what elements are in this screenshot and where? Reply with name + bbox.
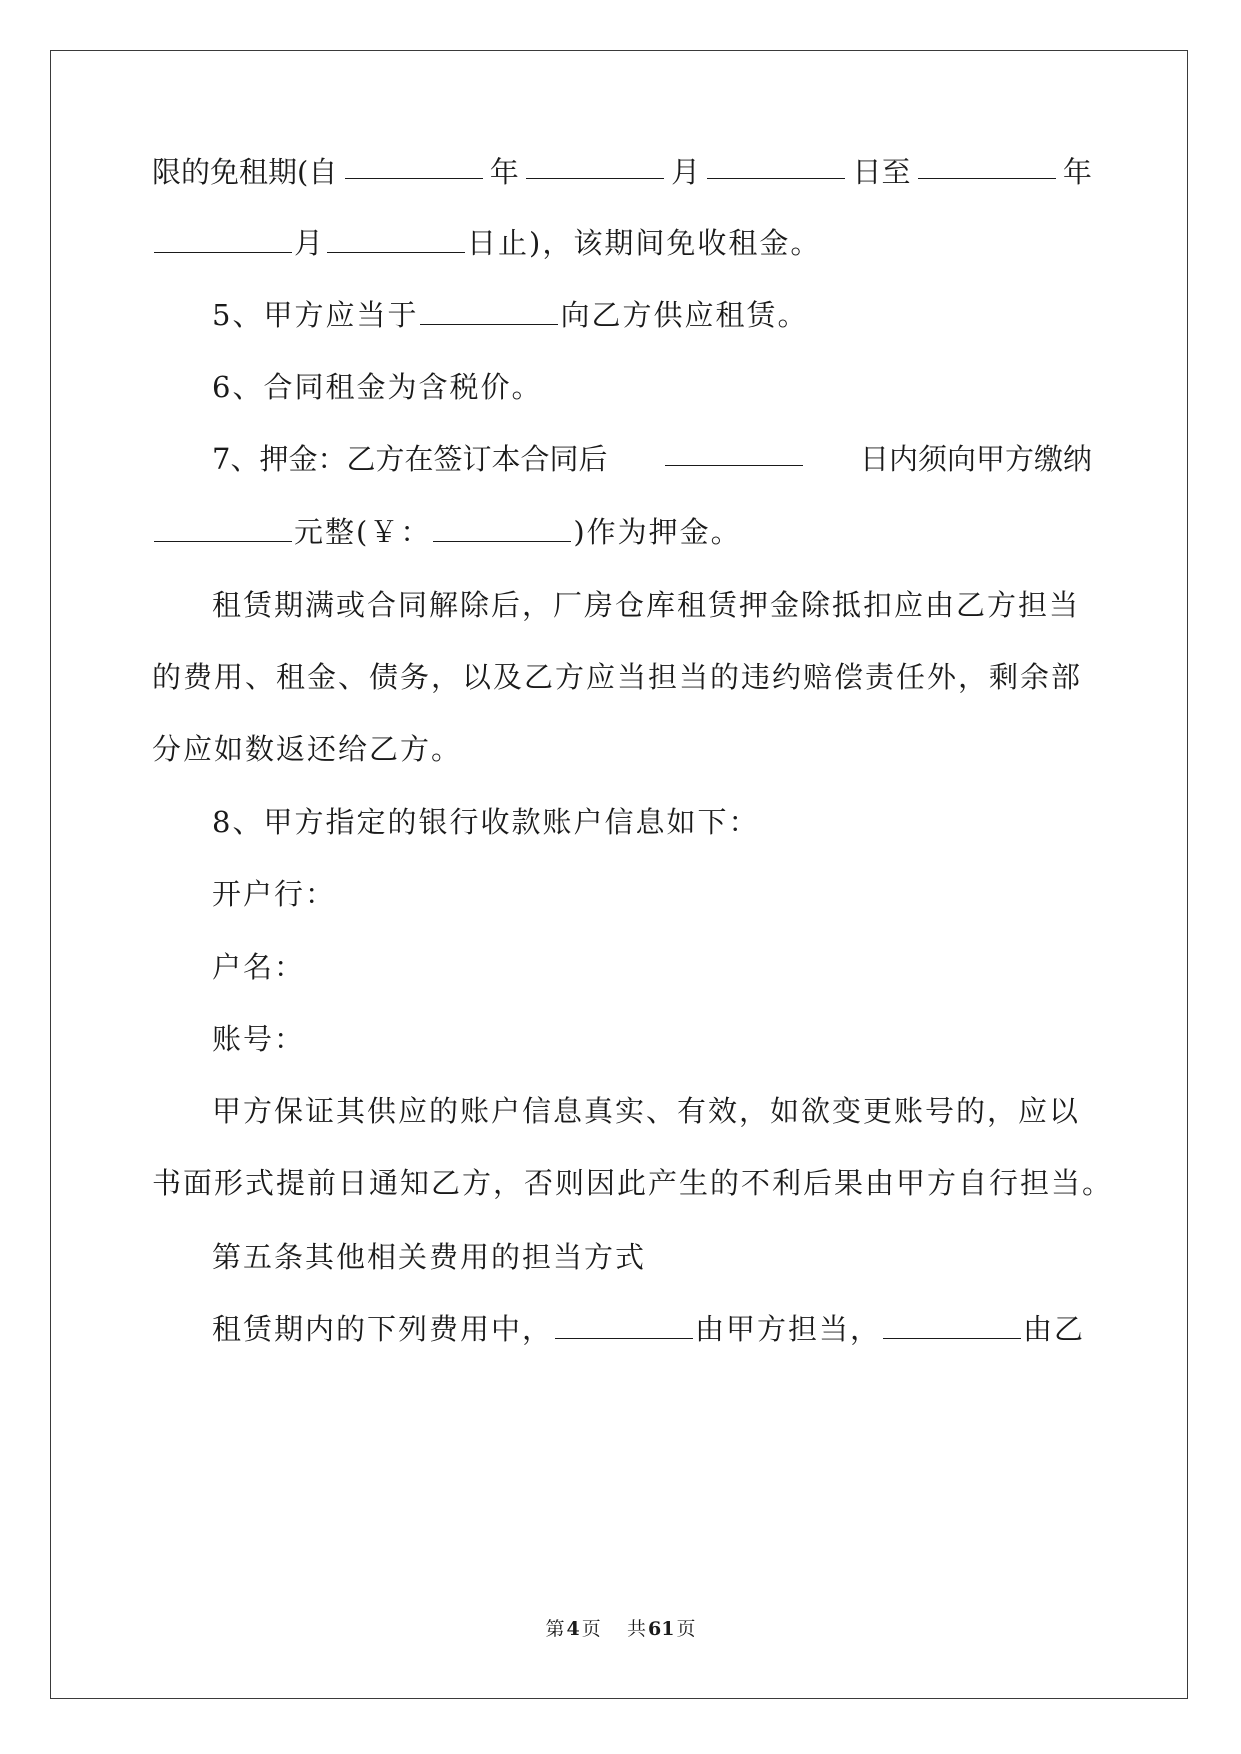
text-segment: 5、甲方应当于 — [212, 298, 419, 332]
text-line-12: 户名： — [212, 950, 306, 984]
fill-blank — [345, 152, 483, 179]
footer-total-prefix: 共 — [626, 1618, 646, 1640]
total-pages: 61 — [647, 1618, 675, 1640]
text-line-4: 6、合同租金为含税价。 — [212, 370, 543, 404]
text-line-11: 开户行： — [212, 877, 337, 911]
text-segment: 年 — [1062, 155, 1092, 189]
fill-blank — [433, 515, 571, 542]
text-segment: 7、押金：乙方在签订本合同后 — [212, 442, 608, 476]
page-footer — [0, 1614, 1241, 1641]
text-segment: 由甲方担当， — [695, 1312, 882, 1346]
text-segment: 元整(￥： — [294, 515, 432, 549]
fill-blank — [665, 439, 803, 466]
text-line-10: 8、甲方指定的银行收款账户信息如下： — [212, 805, 760, 839]
text-segment: 向乙方供应租赁。 — [560, 298, 809, 332]
text-line-6 — [152, 512, 1092, 552]
footer-page-suffix: 页 — [581, 1618, 601, 1640]
text-segment: 限的免租期(自 — [152, 155, 338, 189]
text-line-3 — [212, 295, 1092, 335]
fill-blank — [154, 515, 292, 542]
footer-prefix: 第 — [545, 1618, 565, 1640]
text-line-17 — [212, 1309, 1092, 1349]
fill-blank — [526, 152, 664, 179]
fill-blank — [883, 1312, 1021, 1339]
fill-blank — [420, 298, 558, 325]
text-line-7: 租赁期满或合同解除后，厂房仓库租赁押金除抵扣应由乙方担当 — [212, 588, 1081, 622]
text-segment: 年 — [489, 155, 519, 189]
fill-blank — [327, 226, 465, 253]
page-number: 4 — [566, 1618, 580, 1640]
text-segment: 月 — [294, 226, 326, 260]
fill-blank — [555, 1312, 693, 1339]
text-line-1 — [152, 152, 1092, 192]
text-segment: 租赁期内的下列费用中， — [212, 1312, 554, 1346]
text-line-5 — [212, 439, 1092, 479]
fill-blank — [918, 152, 1056, 179]
text-line-13: 账号： — [212, 1022, 306, 1056]
text-line-14: 甲方保证其供应的账户信息真实、有效，如欲变更账号的，应以 — [212, 1094, 1081, 1128]
text-line-8: 的费用、租金、债务，以及乙方应当担当的违约赔偿责任外，剩余部 — [152, 660, 1083, 694]
text-segment: 日至 — [852, 155, 911, 189]
text-segment: 日内须向甲方缴纳 — [859, 442, 1092, 476]
fill-blank — [707, 152, 845, 179]
text-segment: 日止)，该期间免收租金。 — [467, 226, 822, 260]
text-segment: )作为押金。 — [573, 515, 742, 549]
text-line-9: 分应如数返还给乙方。 — [152, 732, 463, 766]
fill-blank — [154, 226, 292, 253]
text-segment: 月 — [671, 155, 701, 189]
text-line-2 — [152, 223, 1092, 263]
text-line-15: 书面形式提前日通知乙方，否则因此产生的不利后果由甲方自行担当。 — [152, 1166, 1114, 1200]
section-heading: 第五条其他相关费用的担当方式 — [212, 1240, 647, 1274]
footer-total-suffix: 页 — [676, 1618, 696, 1640]
text-segment: 由乙 — [1023, 1312, 1086, 1346]
